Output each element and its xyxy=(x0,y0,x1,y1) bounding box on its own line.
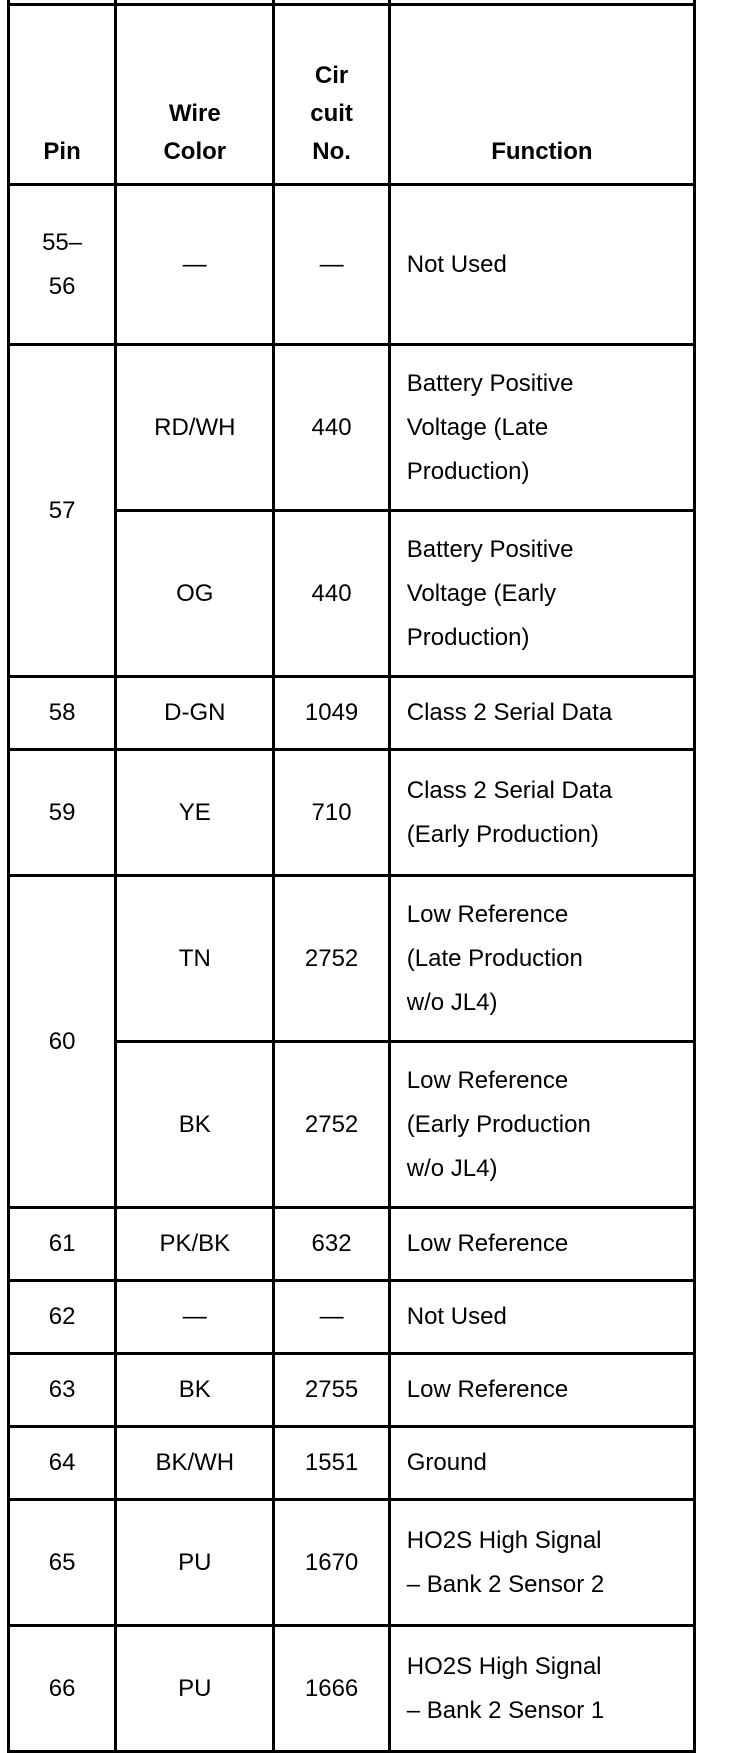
cell-pin xyxy=(9,1208,116,1281)
table-row xyxy=(9,1208,695,1281)
cell-wire-color: OG xyxy=(116,511,274,677)
cell-wire-color: BK xyxy=(116,1042,274,1208)
table-row xyxy=(9,1500,695,1626)
pin-text: 63 xyxy=(48,1376,76,1403)
function-text: w/o JL4) xyxy=(406,988,498,1016)
function-text: Class 2 Serial Data xyxy=(406,699,613,726)
cell-function xyxy=(389,1042,694,1208)
pin-text: 58 xyxy=(48,699,76,726)
table-row xyxy=(9,1626,695,1752)
cell-pin xyxy=(9,876,116,1208)
cell-circuit-no: 440 xyxy=(274,511,389,677)
pin-text: 57 xyxy=(48,496,76,524)
header-circuit-no xyxy=(274,5,389,185)
header-pin xyxy=(9,5,116,185)
function-text: (Late Production xyxy=(406,944,583,972)
cell-pin xyxy=(9,1626,116,1752)
function-text: Voltage (Late xyxy=(406,413,549,441)
function-text: Battery Positive xyxy=(406,535,574,563)
cell-pin xyxy=(9,1427,116,1500)
pin-text: 66 xyxy=(48,1674,76,1702)
pin-text: 62 xyxy=(48,1303,76,1330)
cell-wire-color: RD/WH xyxy=(116,345,274,511)
function-text: Production) xyxy=(406,623,530,651)
function-text: Not Used xyxy=(406,1303,507,1330)
cell-circuit-no: 632 xyxy=(274,1208,389,1281)
cell-pin xyxy=(9,345,116,677)
cell-function xyxy=(389,677,694,750)
cell-wire-color: BK/WH xyxy=(116,1427,274,1500)
pin-text: 60 xyxy=(48,1027,76,1055)
cell-wire-color: PK/BK xyxy=(116,1208,274,1281)
header-pin-text: Pin xyxy=(43,138,81,165)
cell-function xyxy=(389,345,694,511)
cell-function xyxy=(389,876,694,1042)
cell-circuit-no: — xyxy=(274,185,389,345)
table-row xyxy=(9,185,695,345)
function-text: w/o JL4) xyxy=(406,1154,498,1182)
cell-circuit-no: 1666 xyxy=(274,1626,389,1752)
function-text: Voltage (Early xyxy=(406,579,557,607)
header-circuit-line3: No. xyxy=(312,138,351,165)
cell-pin xyxy=(9,1500,116,1626)
cell-function xyxy=(389,1354,694,1427)
header-wire-line1: Wire xyxy=(168,100,221,127)
function-text: Low Reference xyxy=(406,1066,569,1094)
cell-function xyxy=(389,750,694,876)
table-row xyxy=(9,677,695,750)
function-text: Ground xyxy=(406,1449,487,1476)
pin-text: 55– xyxy=(42,228,83,256)
cell-function xyxy=(389,185,694,345)
cell-function xyxy=(389,1427,694,1500)
cell-function xyxy=(389,1281,694,1354)
pin-text: 61 xyxy=(48,1230,76,1257)
function-text: Low Reference xyxy=(406,900,569,928)
table-row xyxy=(9,1281,695,1354)
header-function xyxy=(389,5,694,185)
cell-wire-color: TN xyxy=(116,876,274,1042)
table-row xyxy=(9,345,695,511)
function-text: Class 2 Serial Data xyxy=(406,776,613,804)
function-text: – Bank 2 Sensor 1 xyxy=(406,1696,605,1724)
table-row xyxy=(9,876,695,1042)
cell-wire-color: D-GN xyxy=(116,677,274,750)
cell-wire-color: PU xyxy=(116,1500,274,1626)
cell-pin xyxy=(9,185,116,345)
function-text: (Early Production xyxy=(406,1110,591,1138)
pin-text: 56 xyxy=(48,272,76,300)
cell-function xyxy=(389,1208,694,1281)
header-row xyxy=(9,5,695,185)
cell-wire-color: YE xyxy=(116,750,274,876)
cell-circuit-no: 1049 xyxy=(274,677,389,750)
function-text: – Bank 2 Sensor 2 xyxy=(406,1570,605,1598)
table-row xyxy=(9,1354,695,1427)
header-wire-line2: Color xyxy=(163,138,227,165)
function-text: Low Reference xyxy=(406,1376,569,1403)
header-wire-color xyxy=(116,5,274,185)
cell-wire-color: — xyxy=(116,1281,274,1354)
cell-circuit-no: 1670 xyxy=(274,1500,389,1626)
pin-text: 65 xyxy=(48,1548,76,1576)
cell-pin xyxy=(9,750,116,876)
cell-circuit-no: 2752 xyxy=(274,1042,389,1208)
table-body xyxy=(9,185,695,1752)
cell-circuit-no: 2752 xyxy=(274,876,389,1042)
cell-wire-color: BK xyxy=(116,1354,274,1427)
cell-circuit-no: — xyxy=(274,1281,389,1354)
function-text: Low Reference xyxy=(406,1230,569,1257)
pin-text: 59 xyxy=(48,798,76,826)
function-text: Production) xyxy=(406,457,530,485)
cell-pin xyxy=(9,677,116,750)
cell-circuit-no: 2755 xyxy=(274,1354,389,1427)
pinout-table xyxy=(7,0,696,1753)
function-text: Not Used xyxy=(406,250,507,278)
cell-circuit-no: 1551 xyxy=(274,1427,389,1500)
function-text: HO2S High Signal xyxy=(406,1526,602,1554)
cell-circuit-no: 710 xyxy=(274,750,389,876)
table-row xyxy=(9,750,695,876)
cell-wire-color: — xyxy=(116,185,274,345)
pin-text: 64 xyxy=(48,1449,76,1476)
cell-pin xyxy=(9,1354,116,1427)
cell-function xyxy=(389,1626,694,1752)
cell-wire-color: PU xyxy=(116,1626,274,1752)
function-text: (Early Production) xyxy=(406,820,599,848)
cell-pin xyxy=(9,1281,116,1354)
cell-function xyxy=(389,1500,694,1626)
header-circuit-line2: cuit xyxy=(310,100,353,127)
function-text: Battery Positive xyxy=(406,369,574,397)
cell-circuit-no: 440 xyxy=(274,345,389,511)
header-function-text: Function xyxy=(491,138,593,165)
cell-function xyxy=(389,511,694,677)
header-circuit-line1: Cir xyxy=(314,62,349,89)
function-text: HO2S High Signal xyxy=(406,1652,602,1680)
table-row xyxy=(9,1427,695,1500)
